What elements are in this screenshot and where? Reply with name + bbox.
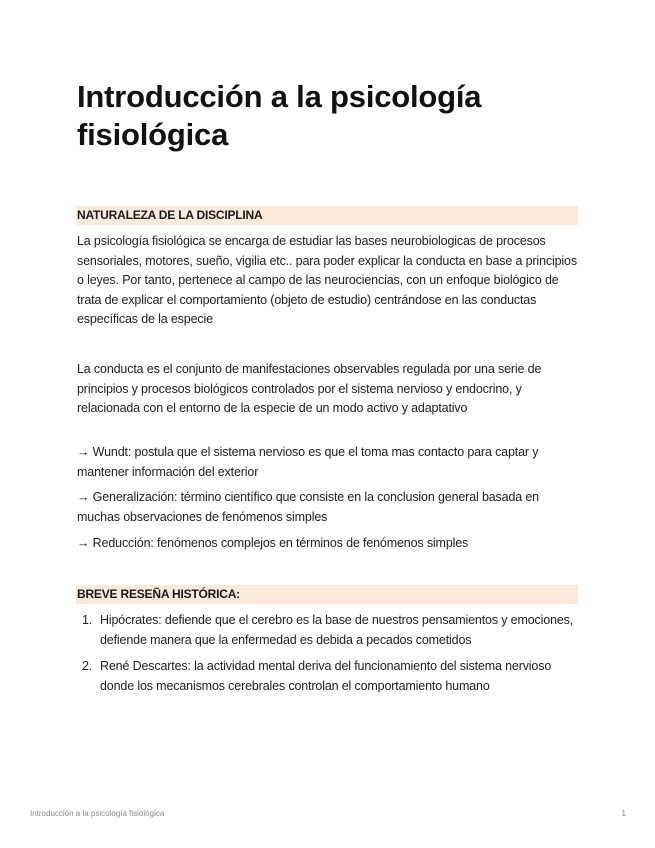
section-header-resena-historica: BREVE RESEÑA HISTÓRICA: <box>76 585 578 604</box>
page-title: Introducción a la psicología fisiológica <box>77 79 482 152</box>
ordered-list <box>77 611 581 703</box>
paragraph: La psicología fisiológica se encarga de estudiar las bases neurobiologicas de procesos sensoriales, motores, sueño, vigilia etc.. para poder explicar la conducta en base a principios o leyes. Por tanto, pertenece al campo de las neurociencias, con un enfoque biológico de trata de explicar el comportamiento (objeto de estudio) centrándose en las conductas específicas de la especie <box>77 234 577 326</box>
bullet-generalizacion: → Generalización: término científico que consiste en la conclusion general basada en muchas observaciones de fenómenos simples <box>77 490 539 524</box>
list-item-text: Hipócrates: defiende que el cerebro es la base de nuestros pensamientos y emociones, defiende manera que la enfermedad es debida a pecados cometidos <box>100 613 574 647</box>
footer-page-number: 1 <box>621 809 626 818</box>
list-item <box>77 657 581 696</box>
list-number: 2. <box>82 659 93 673</box>
section-header-naturaleza: NATURALEZA DE LA DISCIPLINA <box>76 206 578 225</box>
footer-title: Introducción a la psicología fisiológica <box>30 809 165 818</box>
list-number: 1. <box>82 613 93 627</box>
bullet-wundt: → Wundt: postula que el sistema nervioso es que el toma mas contacto para captar y mantener información del exterior <box>77 445 539 479</box>
list-item <box>77 611 581 650</box>
bullet-reduccion: → Reducción: fenómenos complejos en términos de fenómenos simples <box>77 536 469 550</box>
list-item-text: René Descartes: la actividad mental deriva del funcionamiento del sistema nervioso donde los mecanismos cerebrales controlan el comportamiento humano <box>100 659 552 693</box>
paragraph: La conducta es el conjunto de manifestaciones observables regulada por una serie de principios y procesos biológicos controlados por el sistema nervioso y endocrino, y relacionada con el entorno de la especie de un modo activo y adaptativo <box>77 362 542 415</box>
